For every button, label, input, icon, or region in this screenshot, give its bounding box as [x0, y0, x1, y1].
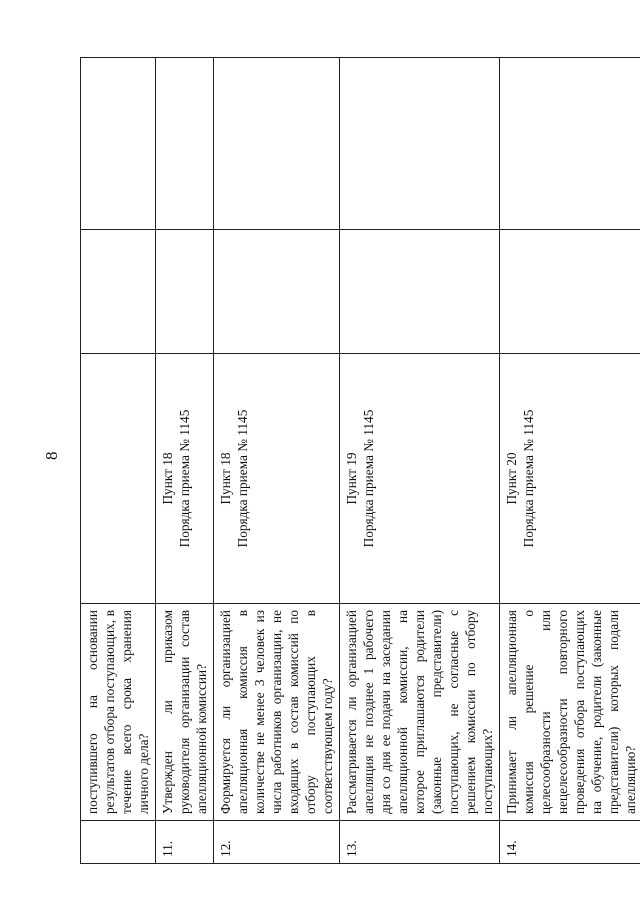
- empty-cell: [340, 58, 500, 230]
- reference-cell: [214, 354, 340, 604]
- empty-cell: [500, 58, 640, 230]
- empty-cell: [500, 230, 640, 354]
- question-cell: Формируется ли организацией апелляционная комиссия в количестве не менее 3 человек из числа работников организации, не входящих в состав комиссий по отбору поступающих в соответствующем году?: [214, 604, 340, 821]
- reference-document: Порядка приема № 1145: [361, 409, 377, 548]
- question-cell: Принимает ли апелляционная комиссия решение о целесообразности или нецелесообразности повторного проведения отбора поступающих на обучение, родители (законные представители) которых подали апелляцию?: [500, 604, 640, 821]
- reference-document: Порядка приема № 1145: [521, 409, 537, 548]
- reference-cell: [500, 354, 640, 604]
- table-rotated-wrapper: [80, 58, 639, 864]
- empty-cell: [214, 58, 340, 230]
- reference-document: Порядка приема № 1145: [177, 409, 193, 548]
- reference-cell: [340, 354, 500, 604]
- question-cell: Рассматривается ли организацией апелляция не позднее 1 рабочего дня со дня ее подачи на заседании апелляционной комиссии, на которое приглашаются родители (законные представители) поступающих, не согласные с решением комиссии по отбору поступающих?: [340, 604, 500, 821]
- question-cell: поступившего на основании результатов отбора поступающих, в течение всего срока хранения личного дела?: [81, 604, 156, 821]
- table-row: [156, 58, 214, 864]
- table-row: [81, 58, 156, 864]
- reference-cell: [81, 354, 156, 604]
- table-row: [214, 58, 340, 864]
- table-row: [500, 58, 640, 864]
- reference-point: Пункт 20: [504, 452, 520, 505]
- empty-cell: [156, 230, 214, 354]
- row-number: 14.: [500, 821, 640, 864]
- reference-point: Пункт 18: [160, 452, 176, 505]
- empty-cell: [81, 58, 156, 230]
- empty-cell: [81, 230, 156, 354]
- reference-point: Пункт 18: [218, 452, 234, 505]
- question-cell: Утвержден ли приказом руководителя организации состав апелляционной комиссии?: [156, 604, 214, 821]
- row-number: [81, 821, 156, 864]
- row-number: 12.: [214, 821, 340, 864]
- checklist-table: [80, 57, 640, 864]
- reference-cell: [156, 354, 214, 604]
- table-row: [340, 58, 500, 864]
- row-number: 11.: [156, 821, 214, 864]
- page-number: 8: [42, 451, 61, 460]
- empty-cell: [156, 58, 214, 230]
- empty-cell: [214, 230, 340, 354]
- reference-document: Порядка приема № 1145: [235, 409, 251, 548]
- reference-point: Пункт 19: [344, 452, 360, 505]
- row-number: 13.: [340, 821, 500, 864]
- empty-cell: [340, 230, 500, 354]
